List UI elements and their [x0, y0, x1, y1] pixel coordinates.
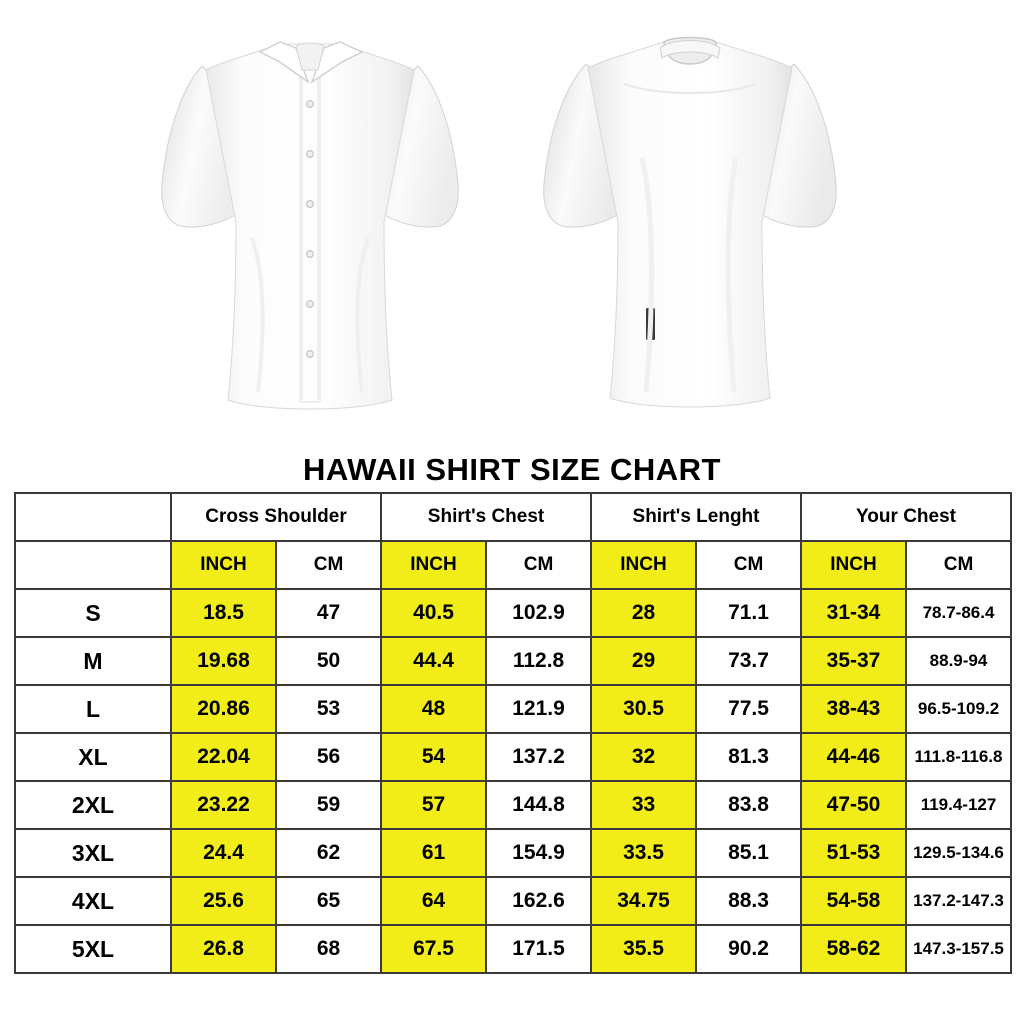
cell-your-chest-cm: 147.3-157.5 — [906, 925, 1011, 973]
row-size-label: 2XL — [15, 781, 171, 829]
cell-chest-cm: 121.9 — [486, 685, 591, 733]
cell-cross-shoulder-cm: 65 — [276, 877, 381, 925]
cell-cross-shoulder-inch: 25.6 — [171, 877, 276, 925]
unit-chest-cm: CM — [486, 541, 591, 589]
cell-your-chest-cm: 78.7-86.4 — [906, 589, 1011, 637]
table-row — [15, 685, 1011, 733]
cell-your-chest-cm: 88.9-94 — [906, 637, 1011, 685]
cell-length-cm: 81.3 — [696, 733, 801, 781]
cell-chest-inch: 40.5 — [381, 589, 486, 637]
table-row — [15, 925, 1011, 973]
cell-chest-cm: 171.5 — [486, 925, 591, 973]
cell-cross-shoulder-inch: 23.22 — [171, 781, 276, 829]
cell-your-chest-inch: 38-43 — [801, 685, 906, 733]
cell-chest-cm: 102.9 — [486, 589, 591, 637]
row-size-label: L — [15, 685, 171, 733]
unit-corner-blank — [15, 541, 171, 589]
table-group-header-row — [15, 493, 1011, 541]
cell-cross-shoulder-inch: 24.4 — [171, 829, 276, 877]
cell-length-inch: 35.5 — [591, 925, 696, 973]
table-row — [15, 733, 1011, 781]
cell-length-inch: 33 — [591, 781, 696, 829]
shirt-front-image — [140, 8, 480, 433]
cell-chest-cm: 162.6 — [486, 877, 591, 925]
row-size-label: 3XL — [15, 829, 171, 877]
table-row — [15, 589, 1011, 637]
cell-cross-shoulder-cm: 62 — [276, 829, 381, 877]
cell-your-chest-inch: 54-58 — [801, 877, 906, 925]
cell-cross-shoulder-cm: 59 — [276, 781, 381, 829]
header-shirts-chest: Shirt's Chest — [381, 493, 591, 541]
cell-chest-cm: 154.9 — [486, 829, 591, 877]
row-size-label: S — [15, 589, 171, 637]
cell-chest-inch: 44.4 — [381, 637, 486, 685]
cell-length-cm: 90.2 — [696, 925, 801, 973]
header-your-chest: Your Chest — [801, 493, 1011, 541]
cell-your-chest-inch: 51-53 — [801, 829, 906, 877]
cell-length-cm: 85.1 — [696, 829, 801, 877]
unit-chest-inch: INCH — [381, 541, 486, 589]
cell-chest-inch: 61 — [381, 829, 486, 877]
cell-cross-shoulder-inch: 22.04 — [171, 733, 276, 781]
shirt-back-image — [520, 8, 860, 433]
cell-chest-inch: 67.5 — [381, 925, 486, 973]
page-title: HAWAII SHIRT SIZE CHART — [303, 452, 721, 487]
shirt-illustrations — [0, 0, 1024, 448]
cell-length-cm: 73.7 — [696, 637, 801, 685]
cell-your-chest-cm: 129.5-134.6 — [906, 829, 1011, 877]
cell-your-chest-inch: 35-37 — [801, 637, 906, 685]
cell-chest-cm: 144.8 — [486, 781, 591, 829]
cell-length-inch: 33.5 — [591, 829, 696, 877]
header-shirts-length: Shirt's Lenght — [591, 493, 801, 541]
cell-chest-inch: 64 — [381, 877, 486, 925]
table-row — [15, 781, 1011, 829]
table-row — [15, 637, 1011, 685]
cell-cross-shoulder-inch: 18.5 — [171, 589, 276, 637]
cell-length-cm: 83.8 — [696, 781, 801, 829]
unit-length-cm: CM — [696, 541, 801, 589]
cell-chest-inch: 54 — [381, 733, 486, 781]
size-chart-table-wrapper — [14, 492, 1010, 974]
table-row — [15, 877, 1011, 925]
row-size-label: M — [15, 637, 171, 685]
cell-your-chest-inch: 31-34 — [801, 589, 906, 637]
cell-chest-cm: 137.2 — [486, 733, 591, 781]
cell-your-chest-cm: 119.4-127 — [906, 781, 1011, 829]
header-corner-blank — [15, 493, 171, 541]
cell-length-cm: 77.5 — [696, 685, 801, 733]
cell-length-inch: 29 — [591, 637, 696, 685]
cell-cross-shoulder-cm: 50 — [276, 637, 381, 685]
cell-cross-shoulder-cm: 53 — [276, 685, 381, 733]
row-size-label: XL — [15, 733, 171, 781]
row-size-label: 4XL — [15, 877, 171, 925]
cell-length-inch: 28 — [591, 589, 696, 637]
cell-your-chest-cm: 111.8-116.8 — [906, 733, 1011, 781]
cell-chest-cm: 112.8 — [486, 637, 591, 685]
cell-length-inch: 30.5 — [591, 685, 696, 733]
cell-length-cm: 71.1 — [696, 589, 801, 637]
unit-cross-shoulder-cm: CM — [276, 541, 381, 589]
unit-length-inch: INCH — [591, 541, 696, 589]
table-unit-header-row — [15, 541, 1011, 589]
cell-chest-inch: 57 — [381, 781, 486, 829]
cell-chest-inch: 48 — [381, 685, 486, 733]
table-row — [15, 829, 1011, 877]
cell-your-chest-cm: 137.2-147.3 — [906, 877, 1011, 925]
header-cross-shoulder: Cross Shoulder — [171, 493, 381, 541]
unit-cross-shoulder-inch: INCH — [171, 541, 276, 589]
cell-your-chest-inch: 44-46 — [801, 733, 906, 781]
cell-cross-shoulder-inch: 20.86 — [171, 685, 276, 733]
cell-cross-shoulder-cm: 56 — [276, 733, 381, 781]
cell-length-inch: 32 — [591, 733, 696, 781]
size-chart-table — [14, 492, 1012, 974]
cell-length-cm: 88.3 — [696, 877, 801, 925]
unit-your-chest-inch: INCH — [801, 541, 906, 589]
cell-cross-shoulder-cm: 47 — [276, 589, 381, 637]
cell-your-chest-inch: 47-50 — [801, 781, 906, 829]
row-size-label: 5XL — [15, 925, 171, 973]
unit-your-chest-cm: CM — [906, 541, 1011, 589]
cell-length-inch: 34.75 — [591, 877, 696, 925]
cell-your-chest-cm: 96.5-109.2 — [906, 685, 1011, 733]
cell-cross-shoulder-inch: 26.8 — [171, 925, 276, 973]
cell-cross-shoulder-inch: 19.68 — [171, 637, 276, 685]
cell-your-chest-inch: 58-62 — [801, 925, 906, 973]
cell-cross-shoulder-cm: 68 — [276, 925, 381, 973]
